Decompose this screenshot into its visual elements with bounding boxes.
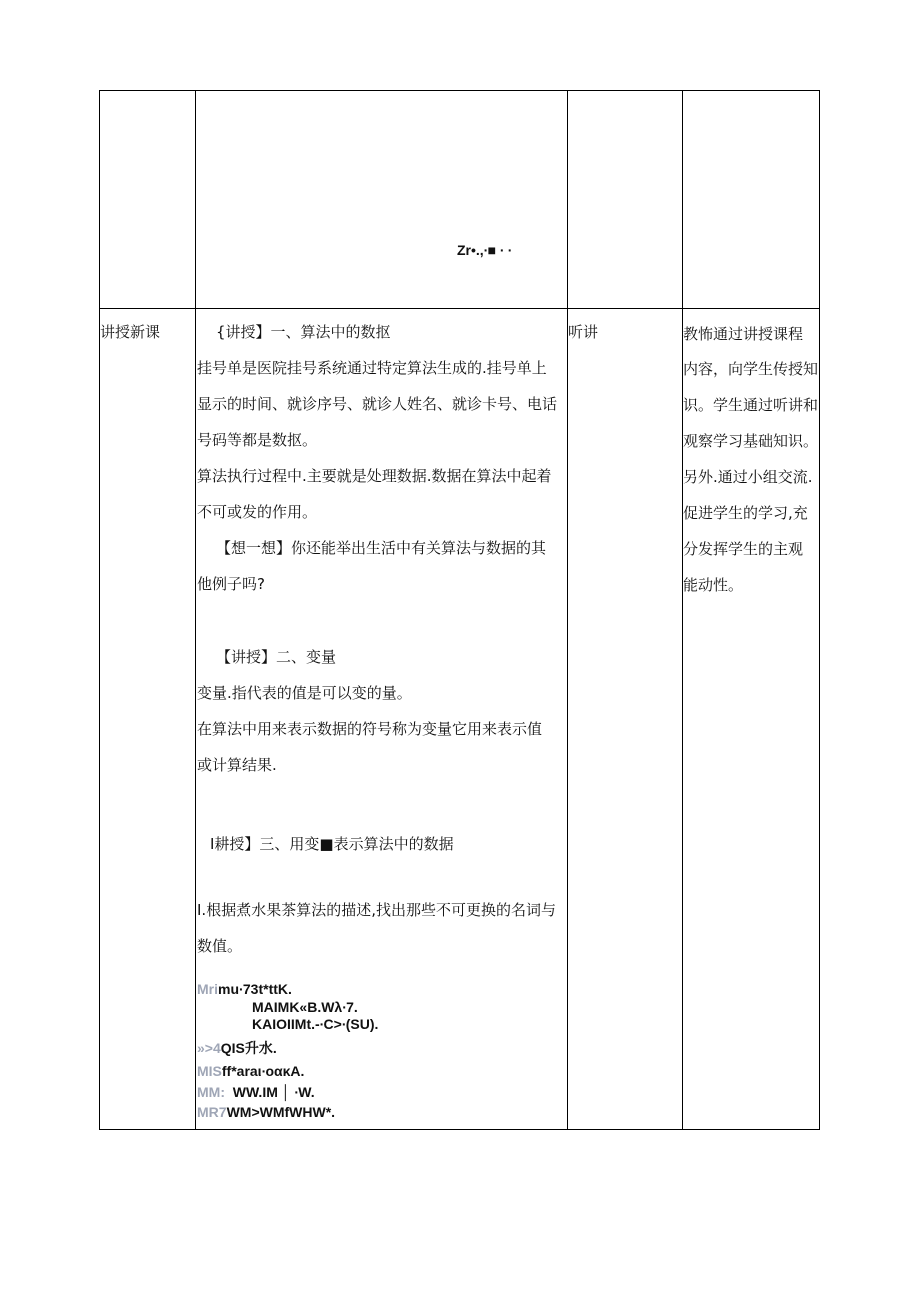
paragraph-line: 挂号单是医院挂号系统通过特定算法生成的.挂号单上 (197, 359, 547, 377)
lecture1-heading: {讲授】一、算法中的数抠 (216, 323, 391, 341)
paragraph-line: 显示的时间、就诊序号、就诊人姓名、就诊卡号、电话 (197, 395, 558, 413)
lecture3-heading: I耕授】三、用变■表示算法中的数据 (210, 835, 454, 853)
student-activity: 听讲 (568, 323, 599, 341)
garbled-text: ff*araι∙oακA. (221, 1063, 305, 1079)
intent-line: 分发挥学生的主观 (683, 540, 804, 558)
garbled-line (252, 998, 358, 1016)
stage-label: 讲授新课 (100, 323, 161, 341)
top-row-fragment: Zr•.,∙■ ∙ ∙ (457, 242, 512, 258)
paragraph-line: 算法执行过程中.主要就是处理数据.数据在算法中起着 (197, 467, 552, 485)
paragraph-line: 号码等都是数抠。 (197, 431, 318, 449)
garbled-prefix: MM: (197, 1084, 225, 1100)
intent-line: 另外.通过小组交流. (683, 468, 813, 486)
row-divider (100, 308, 819, 309)
paragraph-line: 不可或发的作用。 (197, 503, 318, 521)
garbled-text: WM>WMfWHW*. (226, 1104, 336, 1120)
think-prompt-line: 他例子吗? (197, 575, 265, 593)
garbled-text: KAIOIIMt.-∙C>∙(SU). (252, 1016, 379, 1032)
lecture2-heading: 【讲授】二、变量 (216, 648, 337, 666)
garbled-prefix: »>4 (197, 1040, 221, 1056)
task-line: I.根据煮水果茶算法的描述,找出那些不可更换的名词与 (197, 901, 556, 919)
intent-line: 内容，向学生传授知 (683, 360, 819, 378)
garbled-line (197, 1039, 277, 1057)
task-line: 数值。 (197, 937, 243, 955)
column-divider (195, 91, 196, 1129)
intent-line: 教怖通过讲授课程 (683, 325, 804, 343)
garbled-prefix: Mri (197, 981, 218, 997)
garbled-text: mu∙73t*ttK. (218, 981, 292, 997)
paragraph-line: 在算法中用来表示数据的符号称为变量它用来表示值 (197, 720, 543, 738)
garbled-line (252, 1015, 378, 1033)
garbled-text: QIS升水. (220, 1040, 277, 1056)
intent-line: 促进学生的学习,充 (683, 504, 808, 522)
paragraph-line: 或计算结果. (197, 756, 277, 774)
garbled-line (197, 1103, 335, 1121)
garbled-line (197, 980, 292, 998)
garbled-prefix: MIS (197, 1063, 222, 1079)
paragraph-line: 变量.指代表的值是可以变的量。 (197, 684, 412, 702)
garbled-text: MAIMK«B.Wλ∙7. (252, 999, 358, 1015)
column-divider (567, 91, 568, 1129)
intent-line: 识。学生通过听讲和 (683, 396, 819, 414)
garbled-text: WW.IM │ ∙W. (232, 1084, 315, 1100)
garbled-line (197, 1083, 315, 1101)
think-prompt-line: 【想一想】你还能举出生活中有关算法与数据的其 (216, 539, 547, 557)
garbled-line (197, 1062, 304, 1080)
garbled-prefix: MR7 (197, 1104, 227, 1120)
intent-line: 观察学习基础知识。 (683, 432, 819, 450)
intent-line: 能动性。 (683, 576, 744, 594)
column-divider (682, 91, 683, 1129)
